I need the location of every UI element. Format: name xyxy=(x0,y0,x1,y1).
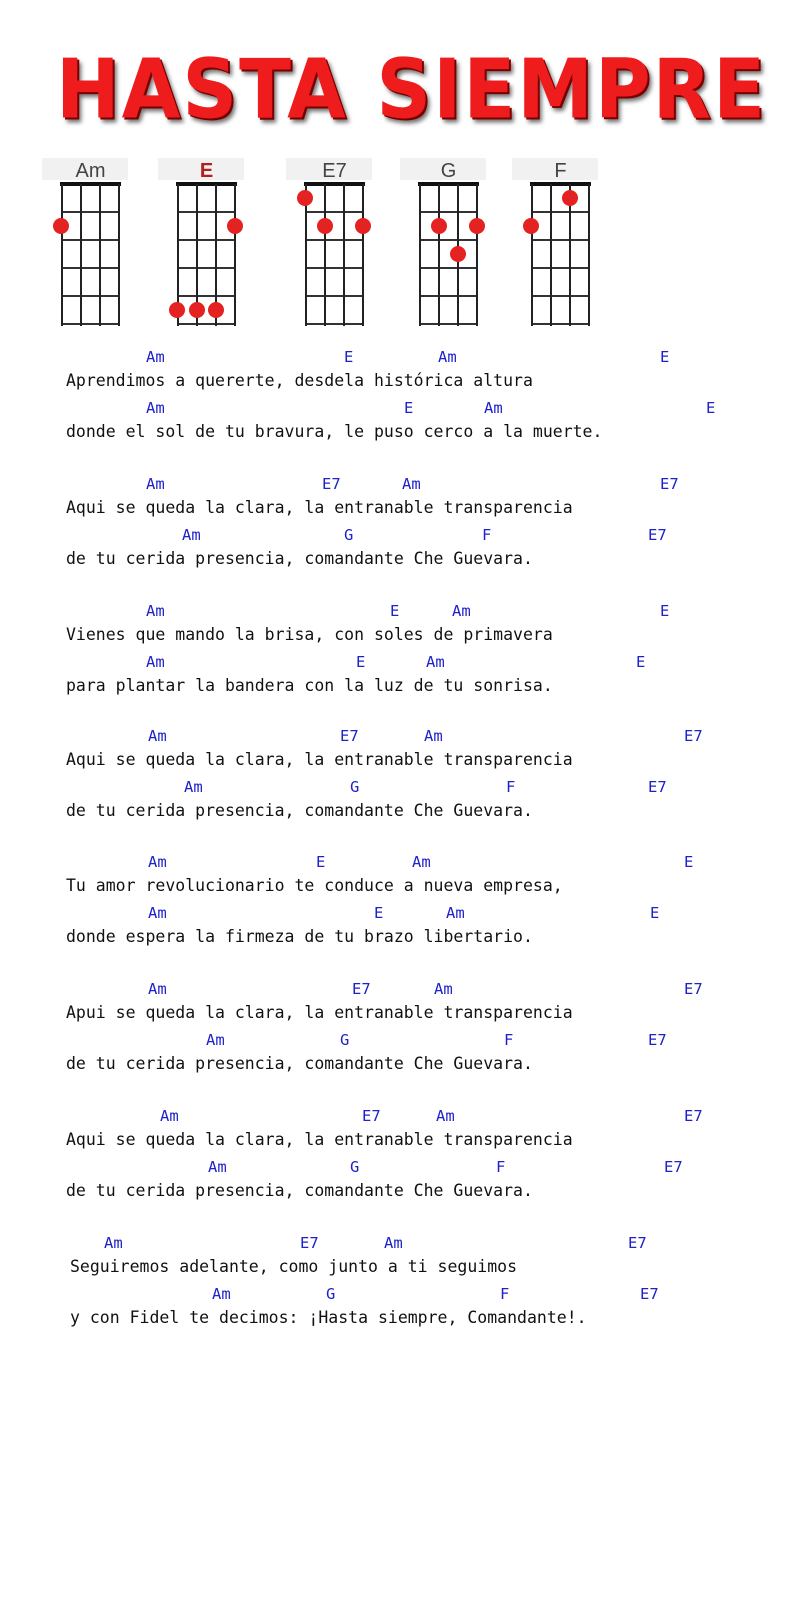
chord-symbol: Am xyxy=(446,904,465,922)
chord-symbol: Am xyxy=(402,475,421,493)
chord-symbol: E7 xyxy=(684,980,703,998)
chord-line xyxy=(0,1155,800,1179)
chord-diagram-svg xyxy=(284,158,374,326)
finger-dot xyxy=(297,190,313,206)
lyric-line: de tu cerida presencia, comandante Che Guevara. xyxy=(66,801,533,820)
lyric-line: para plantar la bandera con la luz de tu sonrisa. xyxy=(66,676,553,695)
song-title: HASTA SIEMPRE xyxy=(56,40,768,137)
chord-symbol: E xyxy=(404,399,414,417)
chord-symbol: E xyxy=(390,602,400,620)
chord-diagram-svg xyxy=(398,158,488,326)
chord-symbol: E xyxy=(636,653,646,671)
chord-line xyxy=(0,650,800,674)
chord-symbol: Am xyxy=(438,348,457,366)
chord-symbol: E7 xyxy=(352,980,371,998)
chord-symbol: Am xyxy=(212,1285,231,1303)
chord-symbol: E7 xyxy=(648,778,667,796)
chord-symbol: G xyxy=(326,1285,336,1303)
finger-dot xyxy=(53,218,69,234)
chord-diagram-svg xyxy=(510,158,600,326)
chord-symbol: E xyxy=(650,904,660,922)
chord-diagram-g xyxy=(398,158,488,326)
chord-line xyxy=(0,775,800,799)
finger-dot xyxy=(469,218,485,234)
chord-symbol: Am xyxy=(384,1234,403,1252)
chord-symbol: E7 xyxy=(340,727,359,745)
chord-symbol: E xyxy=(684,853,694,871)
lyric-line: de tu cerida presencia, comandante Che Guevara. xyxy=(66,1054,533,1073)
chord-symbol: Am xyxy=(206,1031,225,1049)
chord-symbol: E7 xyxy=(300,1234,319,1252)
lyric-line: Seguiremos adelante, como junto a ti seguimos xyxy=(70,1257,518,1276)
chord-symbol: Am xyxy=(148,727,167,745)
chord-symbol: F xyxy=(504,1031,514,1049)
chord-line xyxy=(0,1282,800,1306)
chord-symbol: Am xyxy=(146,475,165,493)
chord-symbol: E xyxy=(316,853,326,871)
chord-symbol: E xyxy=(356,653,366,671)
chord-symbol: Am xyxy=(146,602,165,620)
lyric-line: donde espera la firmeza de tu brazo libertario. xyxy=(66,927,533,946)
chord-line xyxy=(0,901,800,925)
chord-name: F xyxy=(554,160,567,182)
chord-symbol: E xyxy=(344,348,354,366)
chord-diagram-am xyxy=(40,158,130,326)
chord-symbol: Am xyxy=(104,1234,123,1252)
chord-line xyxy=(0,523,800,547)
chord-symbol: E xyxy=(660,602,670,620)
chord-symbol: E7 xyxy=(648,526,667,544)
chord-symbol: Am xyxy=(208,1158,227,1176)
finger-dot xyxy=(189,302,205,318)
chord-name: Am xyxy=(75,160,106,182)
chord-symbol: G xyxy=(350,778,360,796)
chord-line xyxy=(0,472,800,496)
chord-symbol: Am xyxy=(148,980,167,998)
chord-symbol: E7 xyxy=(628,1234,647,1252)
finger-dot xyxy=(450,246,466,262)
chord-symbol: E xyxy=(660,348,670,366)
lyric-line: Aprendimos a quererte, desdela histórica altura xyxy=(66,371,533,390)
lyric-line: de tu cerida presencia, comandante Che Guevara. xyxy=(66,549,533,568)
chord-diagram-svg xyxy=(156,158,246,326)
chord-line xyxy=(0,345,800,369)
chord-name: G xyxy=(440,160,457,182)
chord-symbol: E7 xyxy=(362,1107,381,1125)
chord-diagram-e xyxy=(156,158,246,326)
chord-symbol: E xyxy=(706,399,716,417)
finger-dot xyxy=(227,218,243,234)
chord-symbol: Am xyxy=(146,399,165,417)
chord-symbol: Am xyxy=(436,1107,455,1125)
chord-symbol: E7 xyxy=(640,1285,659,1303)
chord-line xyxy=(0,1231,800,1255)
chord-symbol: Am xyxy=(146,348,165,366)
chord-symbol: Am xyxy=(148,904,167,922)
chord-symbol: F xyxy=(500,1285,510,1303)
lyric-line: Tu amor revolucionario te conduce a nueva empresa, xyxy=(66,876,563,895)
chord-line xyxy=(0,1028,800,1052)
lyric-line: Aqui se queda la clara, la entranable transparencia xyxy=(66,750,573,769)
lyric-line: Aqui se queda la clara, la entranable transparencia xyxy=(66,1130,573,1149)
chord-symbol: G xyxy=(344,526,354,544)
chord-diagram-e7 xyxy=(284,158,374,326)
chord-symbol: F xyxy=(482,526,492,544)
finger-dot xyxy=(562,190,578,206)
chord-symbol: E7 xyxy=(664,1158,683,1176)
chord-symbol: E xyxy=(374,904,384,922)
chord-symbol: Am xyxy=(426,653,445,671)
chord-symbol: G xyxy=(340,1031,350,1049)
chord-symbol: F xyxy=(496,1158,506,1176)
chord-symbol: Am xyxy=(452,602,471,620)
chord-symbol: E7 xyxy=(684,727,703,745)
chord-name: E7 xyxy=(322,160,347,182)
chord-symbol: Am xyxy=(146,653,165,671)
chord-symbol: Am xyxy=(148,853,167,871)
lyric-line: de tu cerida presencia, comandante Che Guevara. xyxy=(66,1181,533,1200)
chord-diagram-svg xyxy=(40,158,130,326)
chord-name: E xyxy=(199,160,214,182)
chord-symbol: Am xyxy=(424,727,443,745)
lyric-line: y con Fidel te decimos: ¡Hasta siempre, Comandante!. xyxy=(70,1308,587,1327)
chord-symbol: G xyxy=(350,1158,360,1176)
chord-symbol: Am xyxy=(160,1107,179,1125)
chord-line xyxy=(0,599,800,623)
chord-line xyxy=(0,1104,800,1128)
chord-symbol: Am xyxy=(434,980,453,998)
finger-dot xyxy=(523,218,539,234)
chord-line xyxy=(0,396,800,420)
finger-dot xyxy=(317,218,333,234)
chord-symbol: Am xyxy=(412,853,431,871)
lyric-line: Aqui se queda la clara, la entranable transparencia xyxy=(66,498,573,517)
chord-symbol: Am xyxy=(182,526,201,544)
chord-symbol: E7 xyxy=(648,1031,667,1049)
chord-symbol: E7 xyxy=(660,475,679,493)
lyric-line: Apui se queda la clara, la entranable transparencia xyxy=(66,1003,573,1022)
chord-symbol: E7 xyxy=(684,1107,703,1125)
finger-dot xyxy=(355,218,371,234)
chord-line xyxy=(0,850,800,874)
finger-dot xyxy=(431,218,447,234)
chord-symbol: F xyxy=(506,778,516,796)
chord-line xyxy=(0,724,800,748)
chord-line xyxy=(0,977,800,1001)
chord-symbol: E7 xyxy=(322,475,341,493)
chord-symbol: Am xyxy=(484,399,503,417)
lyric-line: donde el sol de tu bravura, le puso cerco a la muerte. xyxy=(66,422,603,441)
chord-diagram-f xyxy=(510,158,600,326)
chord-symbol: Am xyxy=(184,778,203,796)
finger-dot xyxy=(208,302,224,318)
finger-dot xyxy=(169,302,185,318)
lyric-line: Vienes que mando la brisa, con soles de primavera xyxy=(66,625,553,644)
